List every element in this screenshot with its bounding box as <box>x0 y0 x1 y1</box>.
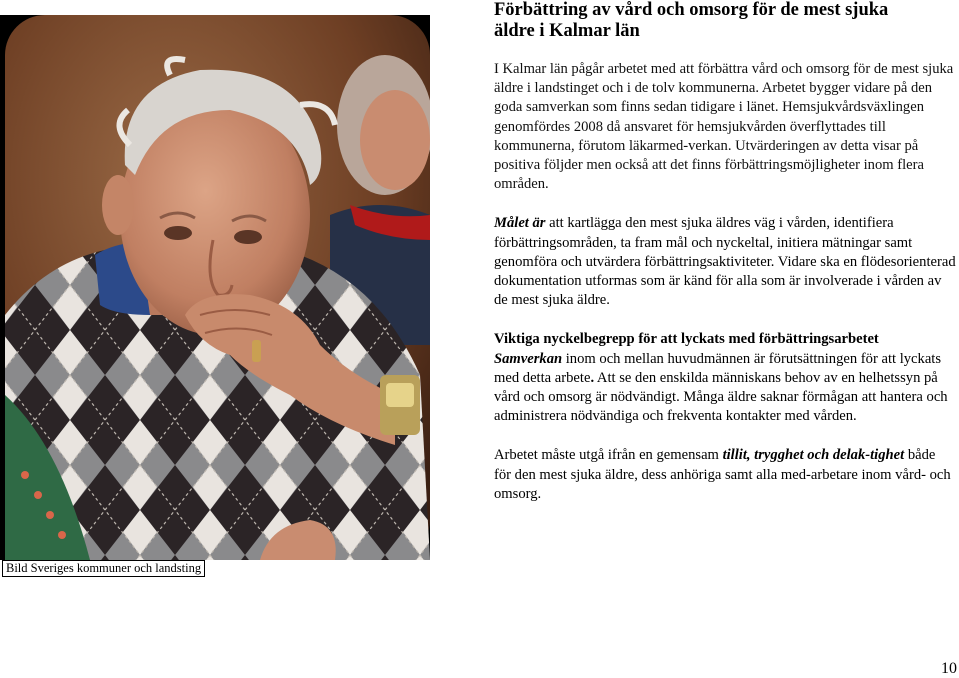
article <box>494 0 956 504</box>
closing-paragraph <box>494 446 956 504</box>
photo-illustration <box>0 15 430 560</box>
key-concepts-text-2: Att se den enskilda människans behov av en helhetssyn på vård och omsorg är nödvändigt. Många äldre saknar förmågan att hantera och administrera nödvändiga och frekventa kontakter med vården. <box>494 369 948 425</box>
key-concepts-heading: Viktiga nyckelbegrepp för att lyckats med förbättringsarbetet <box>494 331 879 348</box>
key-concepts-lead: Samverkan <box>494 350 563 367</box>
title-line-1: Förbättring av vård och omsorg för de mest sjuka <box>494 0 889 20</box>
goal-paragraph <box>494 214 956 310</box>
article-title <box>494 0 956 42</box>
goal-lead: Målet är <box>494 215 546 232</box>
closing-emphasis: tillit, trygghet och delak-tighet <box>722 447 905 464</box>
page-number: 10 <box>941 660 957 677</box>
title-line-2: äldre i Kalmar län <box>494 21 640 41</box>
photo-caption: Bild Sveriges kommuner och landsting <box>2 560 205 577</box>
goal-text: att kartlägga den mest sjuka äldres väg i vården, identifiera förbättringsområden, ta fram mål och nyckeltal, initiera mätningar samt genomföra och utvärdera förbättringsaktiviteter. Vidare ska en flödesorienterad dokumentation utformas som är känd för alla som är involverade i vården av de mest sjuka äldre. <box>494 215 956 309</box>
elderly-man-photo <box>0 15 430 560</box>
closing-text-1: Arbetet måste utgå ifrån en gemensam <box>494 447 723 464</box>
key-concepts-text-1: inom och mellan huvudmännen är förutsättningen för att lyckats med detta arbete <box>494 350 942 386</box>
intro-paragraph: I Kalmar län pågår arbetet med att förbättra vård och omsorg för de mest sjuka äldre i landstinget och i de tolv kommunerna. Arbetet bygger vidare på den goda samverkan som finns sedan tidigare i länet. Hemsjukvårdsväxlingen genomfördes 2008 då ansvaret för hemsjukvården överflyttades till kommunerna, förutom läkarmed-verkan. Utvärderingen av detta visar på positiva följder men också att det finns förbättringsmöjligheter inom flera områden. <box>494 61 954 193</box>
key-concepts-dot: . <box>590 369 595 386</box>
key-concepts-paragraph <box>494 330 956 426</box>
closing-text-2: både för den mest sjuka äldre, dess anhöriga samt alla med-arbetare inom vård- och omsorg. <box>494 447 951 502</box>
